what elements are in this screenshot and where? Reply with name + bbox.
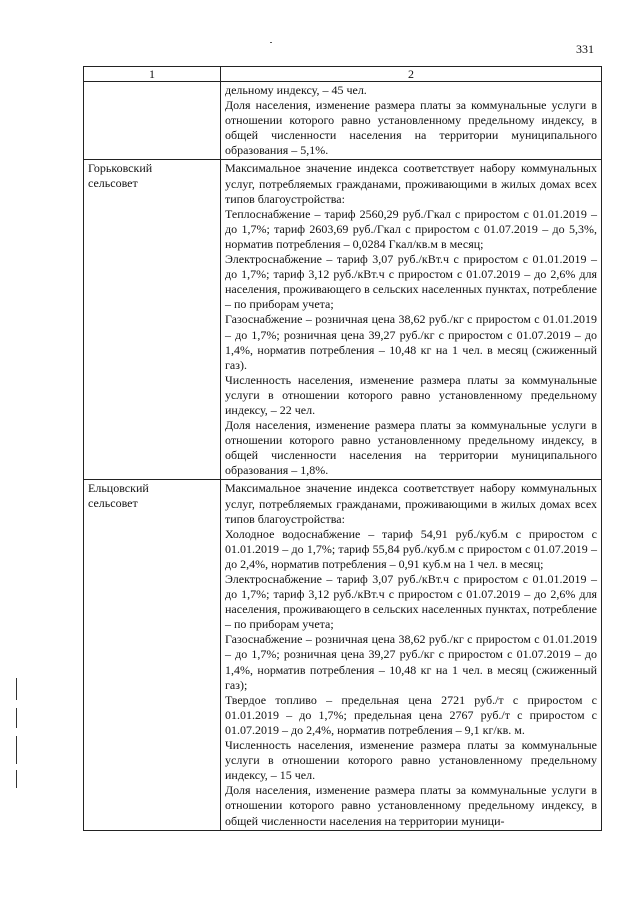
description-paragraph: Газоснабжение – розничная цена 38,62 руб./кг с приростом с 01.01.2019 – до 1,7%; розничная цена 39,27 руб./кг с приростом с 01.07.2019 – до 1,4%, норматив потребления – 10,48 кг на 1 чел. в месяц (сжиженный газ). <box>225 312 597 372</box>
description-paragraph: Электроснабжение – тариф 3,07 руб./кВт.ч с приростом с 01.01.2019 – до 1,7%; тариф 3,12 руб./кВт.ч с приростом с 01.07.2019 – до 2,6% для населения, проживающего в сельских населенных пунктах, потребление – по приборам учета; <box>225 252 597 312</box>
municipality-cell <box>84 480 221 830</box>
table-header-row <box>84 67 602 82</box>
municipality-cell <box>84 82 221 160</box>
description-cell <box>221 480 602 830</box>
description-paragraph: Доля населения, изменение размера платы за коммунальные услуги в отношении которого равно установленному предельному индексу, в общей численности населения на территории муниципального образования – 5,1%. <box>225 98 597 158</box>
description-paragraph: Доля населения, изменение размера платы за коммунальные услуги в отношении которого равно установленному предельному индексу, в общей численности населения на территории муниципального образования – 1,8%. <box>225 418 597 478</box>
municipality-name: Ельцовский <box>88 481 149 496</box>
column-header-2: 2 <box>221 67 602 82</box>
description-paragraph: Газоснабжение – розничная цена 38,62 руб./кг с приростом с 01.01.2019 – до 1,7%; розничная цена 39,27 руб./кг с приростом с 01.07.2019 – до 1,4%, норматив потребления – 10,48 кг на 1 чел. в месяц (сжиженный газ); <box>225 632 597 692</box>
description-paragraph: дельному индексу, – 45 чел. <box>225 83 367 97</box>
page-number: 331 <box>576 42 594 56</box>
description-paragraph: Максимальное значение индекса соответствует набору коммунальных услуг, потребляемых гражданами, проживающими в жилых домах всех типов благоустройства: <box>225 161 597 206</box>
municipality-cell <box>84 160 221 480</box>
document-table <box>83 66 602 831</box>
table-row <box>84 82 602 160</box>
scan-margin-marks <box>16 678 19 788</box>
column-header-1: 1 <box>84 67 221 82</box>
description-paragraph: Численность населения, изменение размера платы за коммунальные услуги в отношении которого равно установленному предельному индексу, – 15 чел. <box>225 738 597 783</box>
municipality-name: сельсовет <box>88 496 138 511</box>
description-paragraph: Твердое топливо – предельная цена 2721 руб./т с приростом с 01.01.2019 – до 1,7%; предельная цена 2767 руб./т с приростом с 01.07.2019 – до 2,4%, норматив потребления – 9,1 кг/кв. м. <box>225 692 597 737</box>
description-paragraph: Холодное водоснабжение – тариф 54,91 руб./куб.м с приростом с 01.01.2019 – до 1,7%; тариф 55,84 руб./куб.м с приростом с 01.07.2019 – до 2,4%, норматив потребления – 0,91 куб.м на 1 чел. в месяц; <box>225 526 597 571</box>
description-cell <box>221 82 602 160</box>
scan-speck <box>270 42 272 43</box>
description-paragraph: Максимальное значение индекса соответствует набору коммунальных услуг, потребляемых гражданами, проживающими в жилых домах всех типов благоустройства: <box>225 481 597 526</box>
description-paragraph: Доля населения, изменение размера платы за коммунальные услуги в отношении которого равно установленному предельному индексу, в общей численности населения на территории муници- <box>225 783 597 828</box>
municipality-name: Горьковский <box>88 161 153 176</box>
table-row <box>84 160 602 480</box>
description-paragraph: Численность населения, изменение размера платы за коммунальные услуги в отношении которого равно установленному предельному индексу, – 22 чел. <box>225 372 597 417</box>
description-paragraph: Электроснабжение – тариф 3,07 руб./кВт.ч с приростом с 01.01.2019 – до 1,7%; тариф 3,12 руб./кВт.ч с приростом с 01.07.2019 – до 2,6% для населения, проживающего в сельских населенных пунктах, потребление – по приборам учета; <box>225 572 597 632</box>
table-row <box>84 480 602 830</box>
municipality-name: сельсовет <box>88 176 138 191</box>
description-cell <box>221 160 602 480</box>
description-paragraph: Теплоснабжение – тариф 2560,29 руб./Гкал с приростом с 01.01.2019 – до 1,7%; тариф 2603,69 руб./Гкал с приростом с 01.07.2019 – до 5,3%, норматив потребления – 0,0284 Гкал/кв.м в месяц; <box>225 206 597 251</box>
